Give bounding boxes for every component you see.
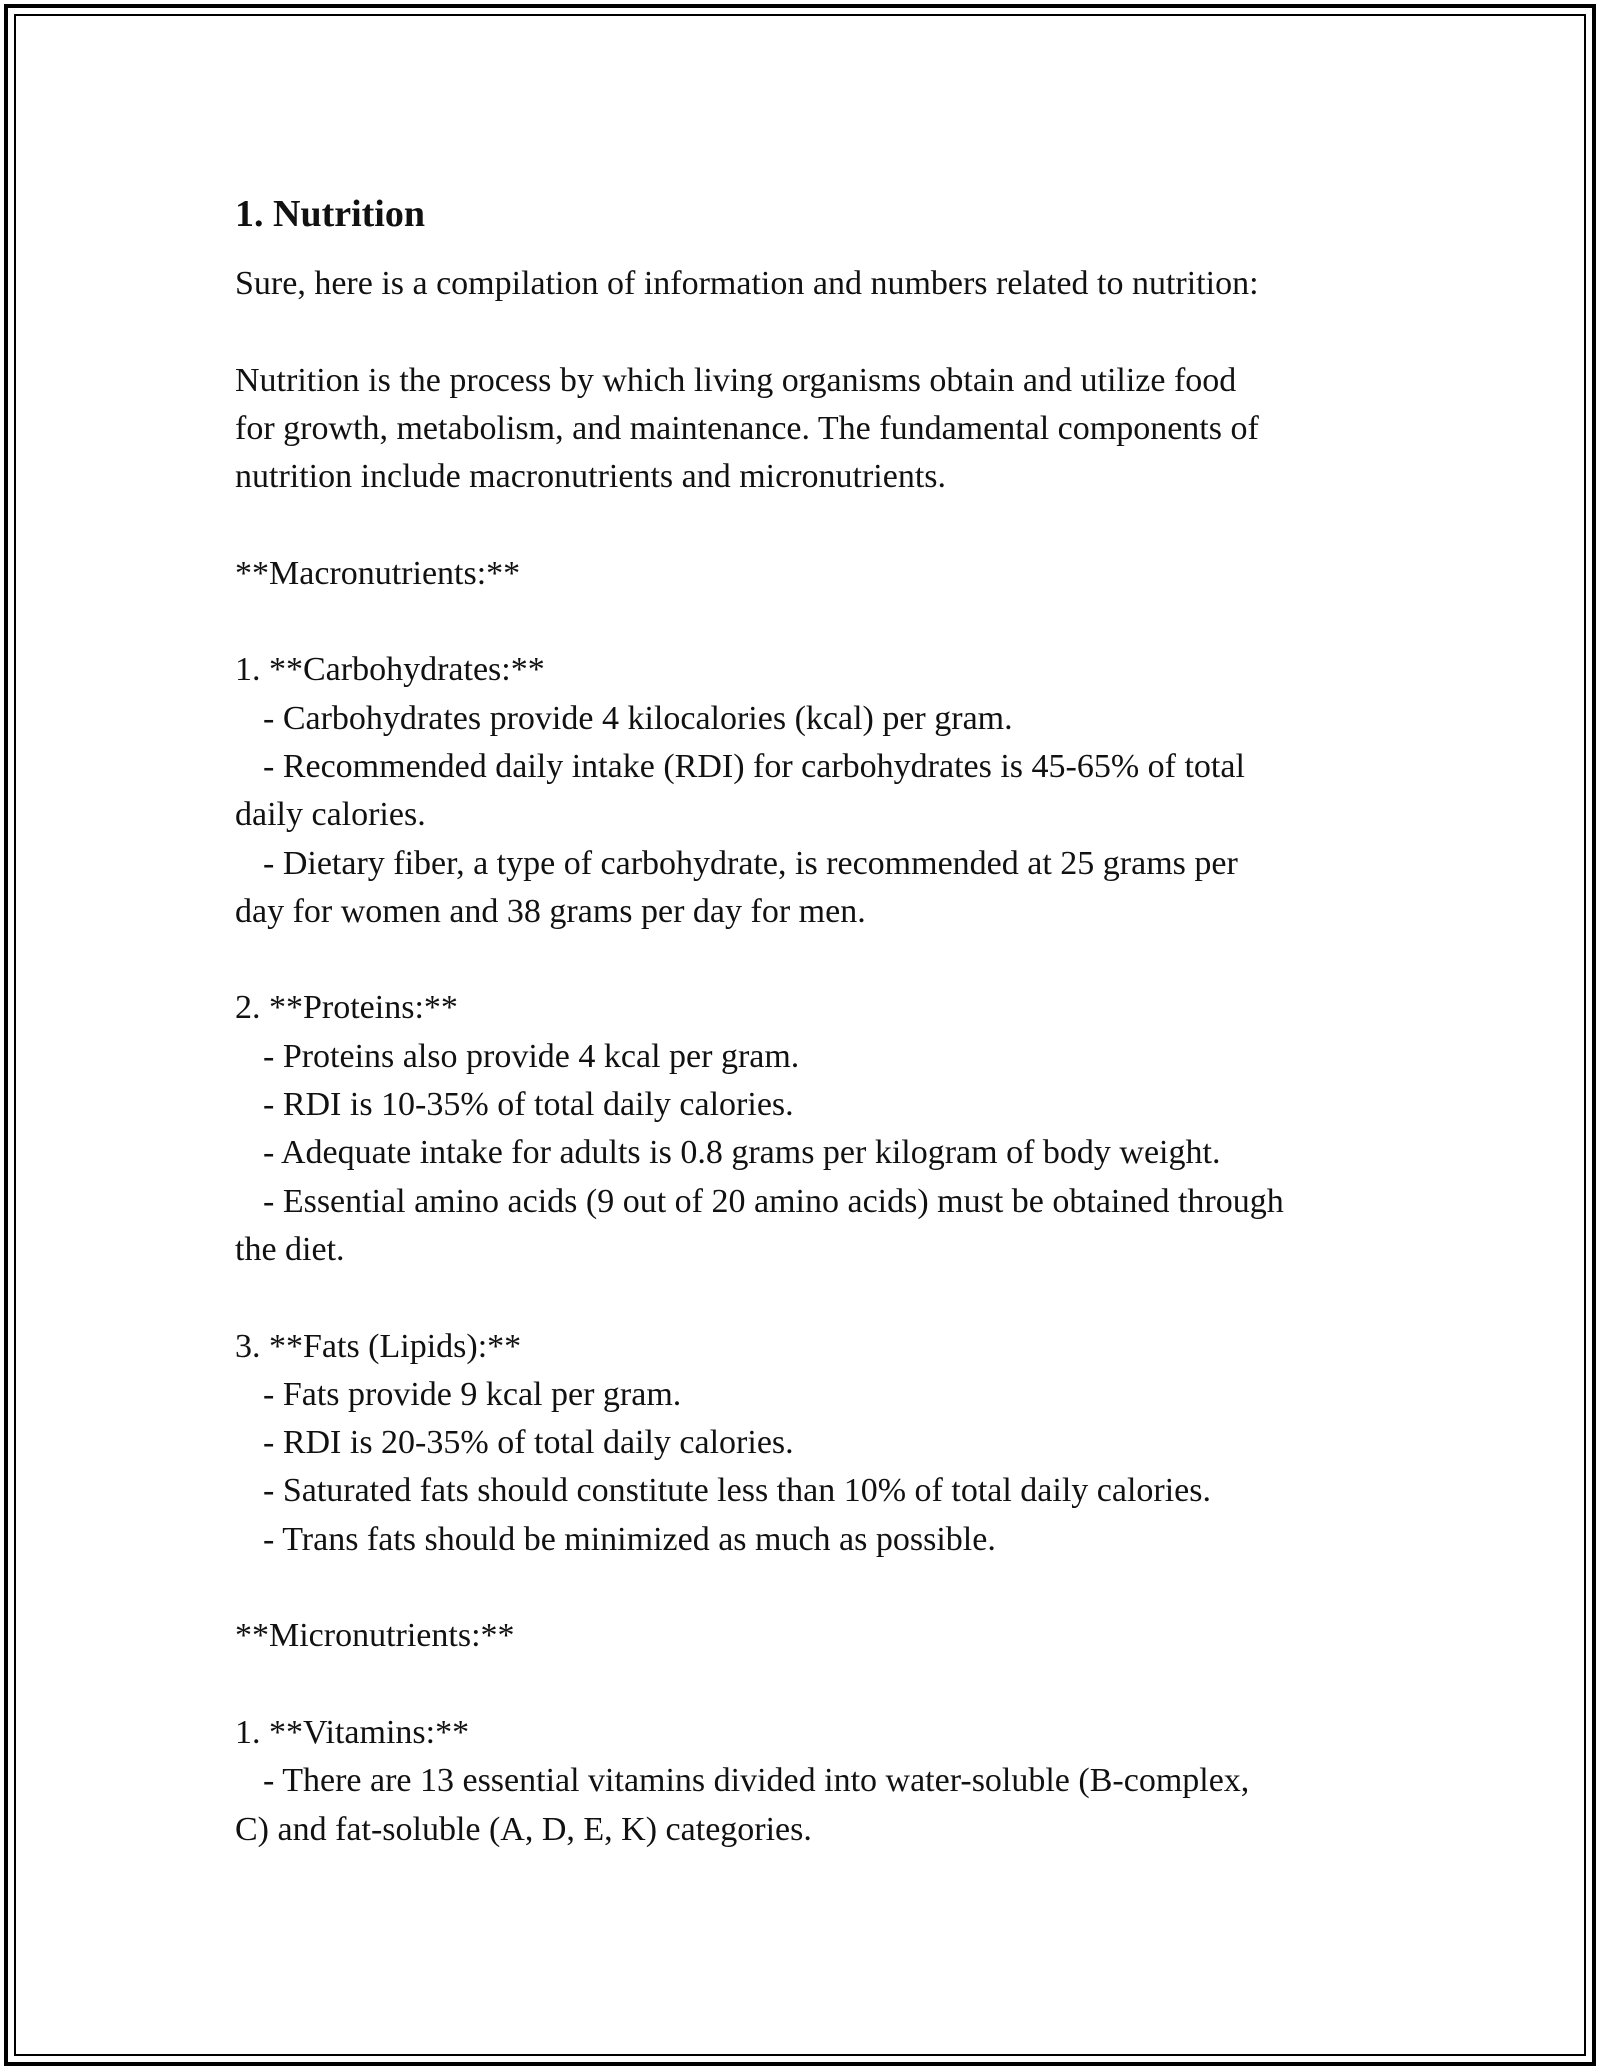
- blank-line: [235, 1564, 1375, 1612]
- text-line: nutrition include macronutrients and micronutrients.: [235, 458, 946, 496]
- text-line: - RDI is 20-35% of total daily calories.: [263, 1424, 794, 1462]
- blank-line: [235, 308, 1375, 356]
- blank-line: [235, 598, 1375, 646]
- text-line: **Micronutrients:**: [235, 1617, 515, 1655]
- text-line: - Essential amino acids (9 out of 20 amino acids) must be obtained through: [263, 1182, 1284, 1220]
- text-line: - Dietary fiber, a type of carbohydrate, is recommended at 25 grams per: [263, 844, 1238, 882]
- text-line: - RDI is 10-35% of total daily calories.: [263, 1086, 794, 1124]
- text-line: 2. **Proteins:**: [235, 989, 458, 1027]
- text-line: 3. **Fats (Lipids):**: [235, 1327, 522, 1365]
- document-body: [235, 186, 1375, 1854]
- text-line: for growth, metabolism, and maintenance. The fundamental components of: [235, 409, 1259, 447]
- blank-line: [235, 1661, 1375, 1709]
- blank-line: [235, 501, 1375, 549]
- text-line: - There are 13 essential vitamins divided into water-soluble (B-complex,: [263, 1762, 1250, 1800]
- text-line: Sure, here is a compilation of information and numbers related to nutrition:: [235, 265, 1259, 302]
- text-lines: [235, 260, 1375, 1854]
- text-line: - Fats provide 9 kcal per gram.: [263, 1375, 682, 1413]
- text-line: day for women and 38 grams per day for men.: [235, 892, 866, 930]
- text-line: - Recommended daily intake (RDI) for carbohydrates is 45-65% of total: [263, 747, 1245, 785]
- text-line: C) and fat-soluble (A, D, E, K) categories.: [235, 1810, 812, 1848]
- text-line: the diet.: [235, 1230, 345, 1268]
- text-line: **Macronutrients:**: [235, 554, 521, 592]
- text-line: 1. **Carbohydrates:**: [235, 651, 545, 689]
- section-heading: 1. Nutrition: [235, 193, 425, 235]
- text-line: 1. **Vitamins:**: [235, 1713, 470, 1751]
- text-line: - Trans fats should be minimized as much as possible.: [263, 1520, 996, 1558]
- text-line: daily calories.: [235, 796, 426, 834]
- text-line: Nutrition is the process by which living organisms obtain and utilize food: [235, 361, 1237, 399]
- text-line: - Adequate intake for adults is 0.8 grams per kilogram of body weight.: [263, 1134, 1221, 1172]
- text-line: - Saturated fats should constitute less than 10% of total daily calories.: [263, 1472, 1211, 1510]
- blank-line: [235, 936, 1375, 984]
- text-line: - Carbohydrates provide 4 kilocalories (kcal) per gram.: [263, 699, 1013, 737]
- text-line: - Proteins also provide 4 kcal per gram.: [263, 1037, 800, 1075]
- blank-line: [235, 1274, 1375, 1322]
